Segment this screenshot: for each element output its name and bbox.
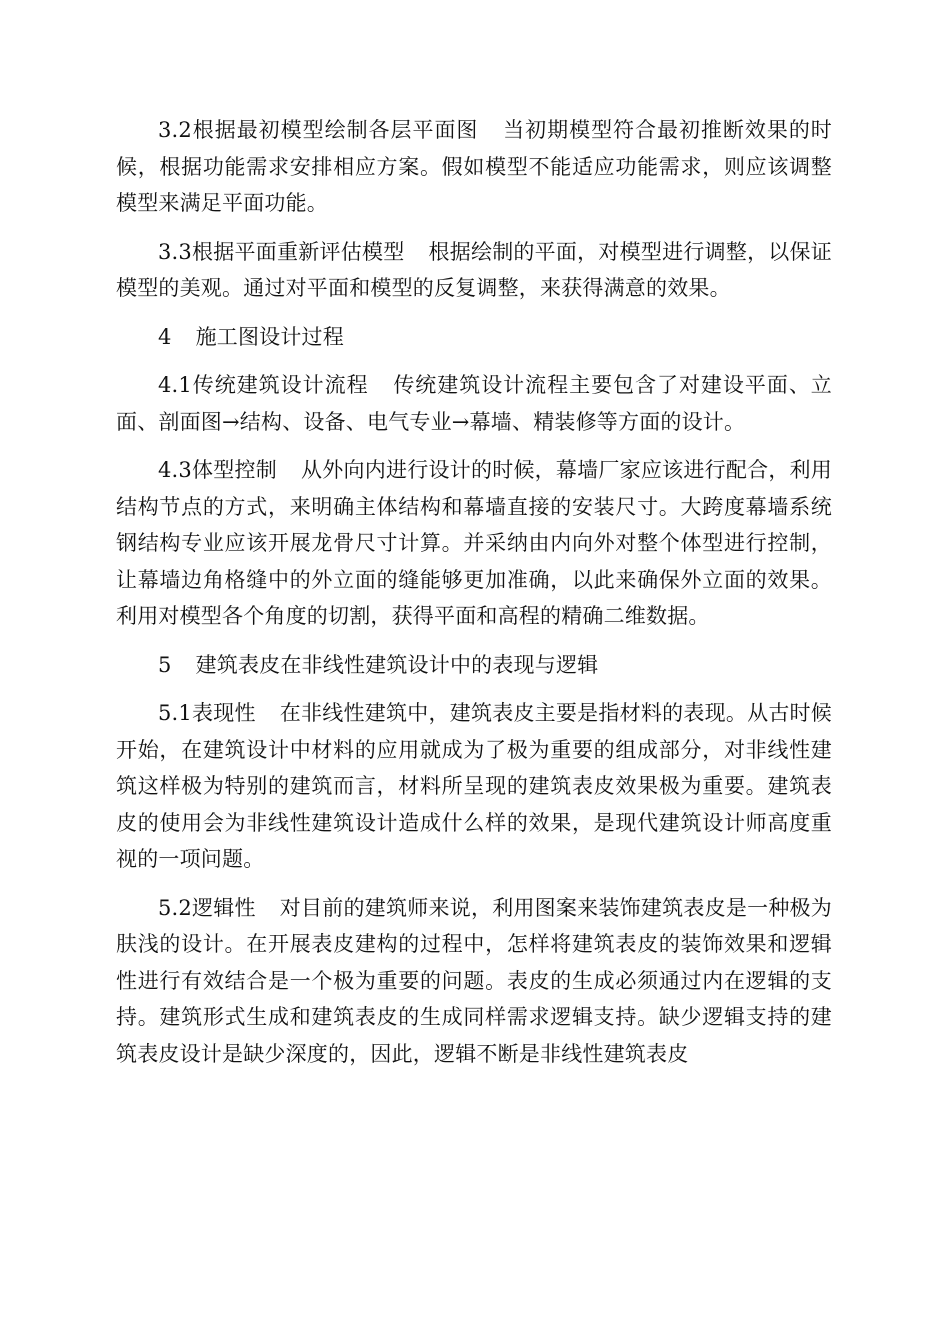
paragraph-text: 传统建筑设计流程主要包含了对建设平面、立面、剖面图→结构、设备、电气专业→幕墙、精装修等方面的设计。 xyxy=(116,373,832,434)
paragraph-text: 对目前的建筑师来说，利用图案来装饰建筑表皮是一种极为肤浅的设计。在开展表皮建构的过程中，怎样将建筑表皮的装饰效果和逻辑性进行有效结合是一个极为重要的问题。表皮的生成必须通过内在逻辑的支持。建筑形式生成和建筑表皮的生成同样需求逻辑支持。缺少逻辑支持的建筑表皮设计是缺少深度的，因此，逻辑不断是非线性建筑表皮 xyxy=(116,895,832,1066)
paragraph-3-2 xyxy=(116,112,832,222)
paragraph-3-3 xyxy=(116,234,832,307)
section-lead: 4.1传统建筑设计流程 xyxy=(158,373,369,397)
section-lead: 5.2逻辑性 xyxy=(158,895,256,920)
section-title: 建筑表皮在非线性建筑设计中的表现与逻辑 xyxy=(195,652,599,677)
section-lead: 3.2根据最初模型绘制各层平面图 xyxy=(158,118,479,142)
section-lead: 3.3根据平面重新评估模型 xyxy=(158,239,405,264)
paragraph-4-3 xyxy=(116,452,832,635)
paragraph-text: 根据绘制的平面，对模型进行调整，以保证模型的美观。通过对平面和模型的反复调整，来获得满意的效果。 xyxy=(116,239,832,300)
paragraph-text: 从外向内进行设计的时候，幕墙厂家应该进行配合，利用结构节点的方式，来明确主体结构和幕墙直接的安装尺寸。大跨度幕墙系统钢结构专业应该开展龙骨尺寸计算。并采纳由内向外对整个体型进行控制，让幕墙边角格缝中的外立面的缝能够更加准确，以此来确保外立面的效果。利用对模型各个角度的切割，获得平面和高程的精确二维数据。 xyxy=(116,458,833,628)
paragraph-5-1 xyxy=(116,695,832,878)
section-lead: 4.3体型控制 xyxy=(158,458,277,482)
section-lead: 5.1表现性 xyxy=(158,701,256,725)
section-heading-5 xyxy=(116,647,832,684)
paragraph-text: 当初期模型符合最初推断效果的时候，根据功能需求安排相应方案。假如模型不能适应功能需求，则应该调整模型来满足平面功能。 xyxy=(116,118,832,215)
paragraph-text: 在非线性建筑中，建筑表皮主要是指材料的表现。从古时候开始，在建筑设计中材料的应用就成为了极为重要的组成部分，对非线性建筑这样极为特别的建筑而言，材料所呈现的建筑表皮效果极为重要。建筑表皮的使用会为非线性建筑设计造成什么样的效果，是现代建筑设计师高度重视的一项问题。 xyxy=(116,701,832,871)
paragraph-4-1 xyxy=(116,367,832,440)
section-heading-4 xyxy=(116,319,832,356)
document-page xyxy=(116,112,832,1084)
section-number: 4 xyxy=(158,324,172,349)
paragraph-5-2 xyxy=(116,890,832,1073)
section-title: 施工图设计过程 xyxy=(195,324,344,349)
section-number: 5 xyxy=(158,652,172,677)
